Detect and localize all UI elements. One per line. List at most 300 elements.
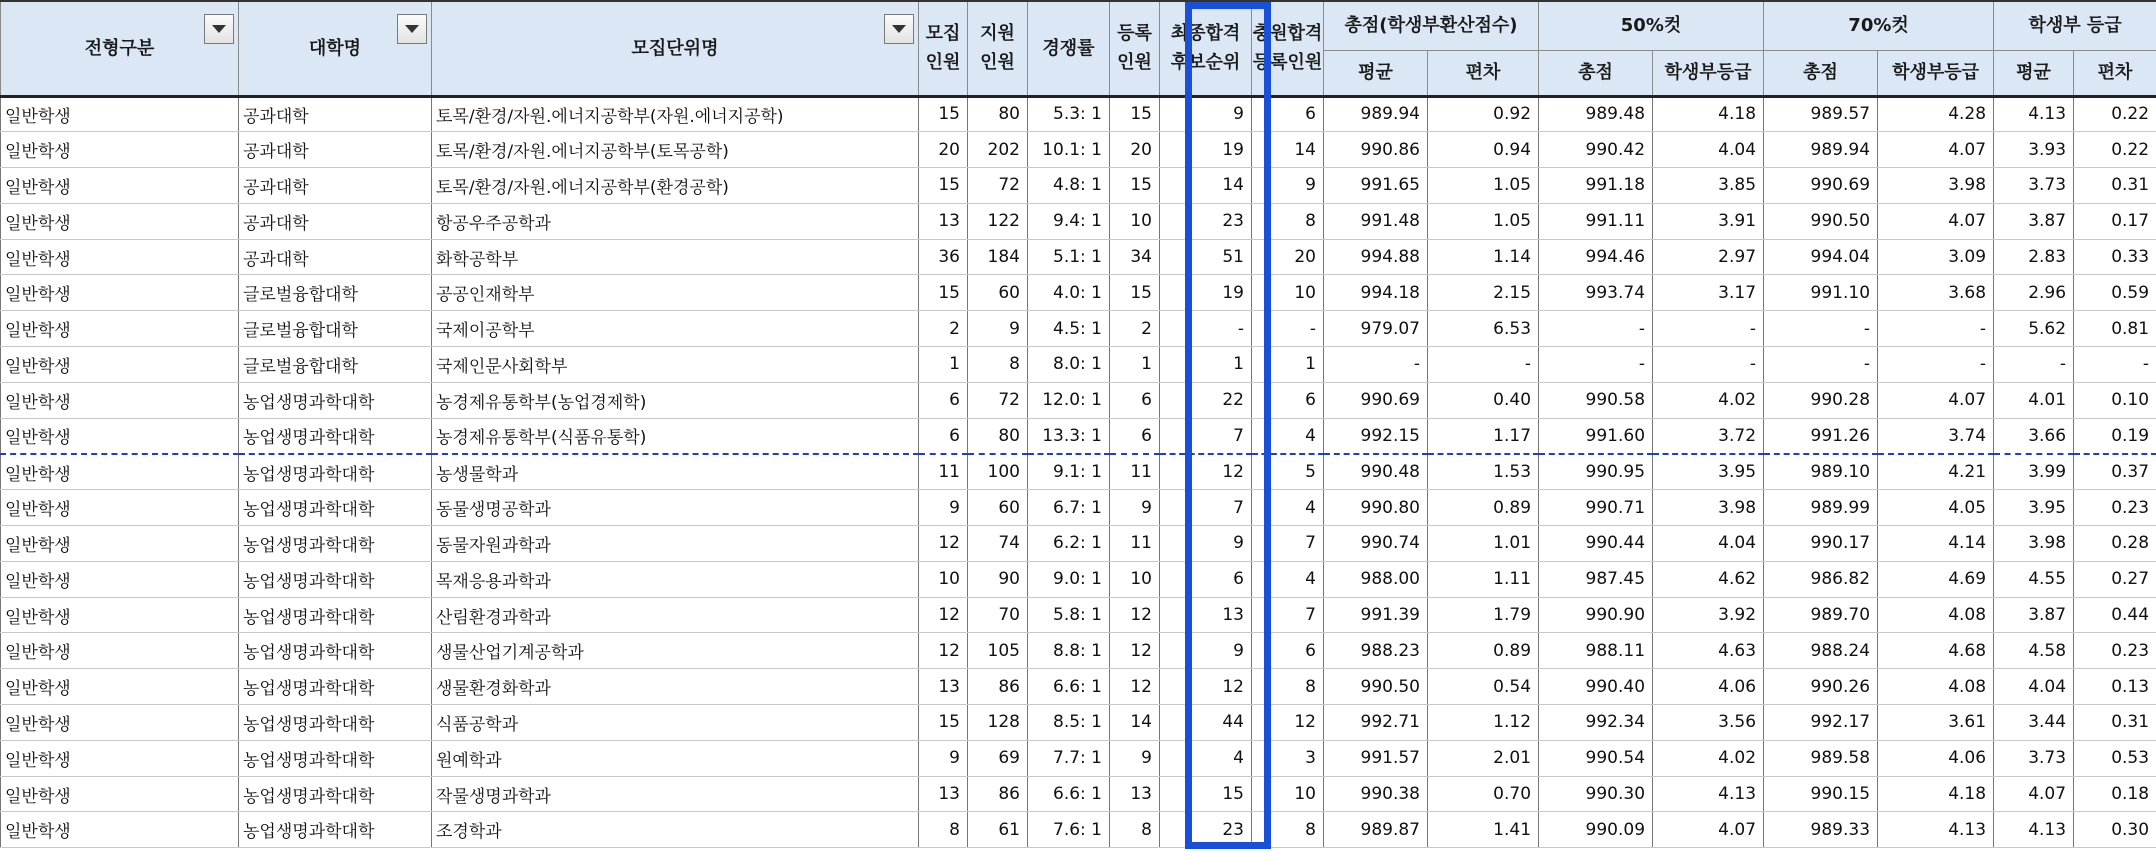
- table-cell[interactable]: 농업생명과학대학: [239, 561, 432, 597]
- table-cell[interactable]: -: [1653, 347, 1764, 383]
- table-cell[interactable]: 2.97: [1653, 239, 1764, 275]
- table-cell[interactable]: 9.0: 1: [1028, 561, 1110, 597]
- table-cell[interactable]: 60: [968, 275, 1028, 311]
- table-cell[interactable]: 토목/환경/자원.에너지공학부(환경공학): [432, 168, 919, 204]
- table-cell[interactable]: 0.23: [2074, 633, 2156, 669]
- table-cell[interactable]: 5.1: 1: [1028, 239, 1110, 275]
- table-cell[interactable]: 생물산업기계공학과: [432, 633, 919, 669]
- table-cell[interactable]: 농경제유통학부(식품유통학): [432, 418, 919, 454]
- table-cell[interactable]: 일반학생: [1, 633, 239, 669]
- table-cell[interactable]: 2: [1110, 311, 1160, 347]
- table-cell[interactable]: 농업생명과학대학: [239, 382, 432, 418]
- table-cell[interactable]: 토목/환경/자원.에너지공학부(토목공학): [432, 132, 919, 168]
- table-cell[interactable]: 토목/환경/자원.에너지공학부(자원.에너지공학): [432, 96, 919, 132]
- table-cell[interactable]: 9: [1110, 490, 1160, 526]
- table-cell[interactable]: 72: [968, 382, 1028, 418]
- table-cell[interactable]: 10: [1110, 561, 1160, 597]
- table-cell[interactable]: 6: [919, 382, 968, 418]
- table-cell[interactable]: 991.60: [1539, 418, 1653, 454]
- table-cell[interactable]: 농업생명과학대학: [239, 812, 432, 848]
- table-cell[interactable]: 4: [1252, 490, 1324, 526]
- table-cell[interactable]: 동물자원과학과: [432, 526, 919, 562]
- table-cell[interactable]: 14: [1252, 132, 1324, 168]
- table-cell[interactable]: -: [1994, 347, 2074, 383]
- table-cell[interactable]: 990.80: [1324, 490, 1428, 526]
- table-cell[interactable]: 14: [1110, 705, 1160, 741]
- table-cell[interactable]: 9: [919, 740, 968, 776]
- table-cell[interactable]: 농업생명과학대학: [239, 454, 432, 490]
- table-cell[interactable]: 994.04: [1764, 239, 1878, 275]
- table-cell[interactable]: 14: [1160, 168, 1252, 204]
- table-cell[interactable]: 국제인문사회학부: [432, 347, 919, 383]
- table-cell[interactable]: 992.34: [1539, 705, 1653, 741]
- table-cell[interactable]: 989.58: [1764, 740, 1878, 776]
- table-cell[interactable]: 990.15: [1764, 776, 1878, 812]
- table-cell[interactable]: 4.69: [1878, 561, 1994, 597]
- table-cell[interactable]: -: [1428, 347, 1539, 383]
- table-cell[interactable]: 122: [968, 203, 1028, 239]
- table-cell[interactable]: 농업생명과학대학: [239, 669, 432, 705]
- table-cell[interactable]: 12.0: 1: [1028, 382, 1110, 418]
- table-cell[interactable]: 0.31: [2074, 705, 2156, 741]
- table-cell[interactable]: 8.0: 1: [1028, 347, 1110, 383]
- table-cell[interactable]: 9: [1160, 526, 1252, 562]
- table-cell[interactable]: 0.30: [2074, 812, 2156, 848]
- table-cell[interactable]: 일반학생: [1, 490, 239, 526]
- table-cell[interactable]: 7: [1160, 418, 1252, 454]
- table-cell[interactable]: 9.4: 1: [1028, 203, 1110, 239]
- table-cell[interactable]: -: [1764, 347, 1878, 383]
- table-cell[interactable]: 8.5: 1: [1028, 705, 1110, 741]
- table-cell[interactable]: 6.7: 1: [1028, 490, 1110, 526]
- table-cell[interactable]: 988.24: [1764, 633, 1878, 669]
- table-cell[interactable]: 10: [1252, 275, 1324, 311]
- table-cell[interactable]: 0.10: [2074, 382, 2156, 418]
- table-cell[interactable]: 990.71: [1539, 490, 1653, 526]
- table-cell[interactable]: 3.92: [1653, 597, 1764, 633]
- table-cell[interactable]: 일반학생: [1, 526, 239, 562]
- table-cell[interactable]: 72: [968, 168, 1028, 204]
- table-cell[interactable]: 농업생명과학대학: [239, 705, 432, 741]
- table-cell[interactable]: 7.6: 1: [1028, 812, 1110, 848]
- table-cell[interactable]: 6: [919, 418, 968, 454]
- table-cell[interactable]: 4: [1252, 561, 1324, 597]
- table-cell[interactable]: 3.61: [1878, 705, 1994, 741]
- table-cell[interactable]: 4.8: 1: [1028, 168, 1110, 204]
- table-cell[interactable]: 202: [968, 132, 1028, 168]
- table-cell[interactable]: -: [1252, 311, 1324, 347]
- table-cell[interactable]: 3.56: [1653, 705, 1764, 741]
- table-cell[interactable]: 6: [1160, 561, 1252, 597]
- table-cell[interactable]: 19: [1160, 275, 1252, 311]
- table-cell[interactable]: 1: [1252, 347, 1324, 383]
- table-cell[interactable]: 0.28: [2074, 526, 2156, 562]
- table-cell[interactable]: 일반학생: [1, 597, 239, 633]
- table-cell[interactable]: 일반학생: [1, 418, 239, 454]
- table-cell[interactable]: 0.17: [2074, 203, 2156, 239]
- table-cell[interactable]: 13.3: 1: [1028, 418, 1110, 454]
- table-cell[interactable]: 20: [1110, 132, 1160, 168]
- table-cell[interactable]: 9: [1110, 740, 1160, 776]
- table-cell[interactable]: 990.69: [1764, 168, 1878, 204]
- table-cell[interactable]: 989.57: [1764, 96, 1878, 132]
- table-cell[interactable]: 4.68: [1878, 633, 1994, 669]
- table-cell[interactable]: 일반학생: [1, 454, 239, 490]
- table-cell[interactable]: 2.83: [1994, 239, 2074, 275]
- table-cell[interactable]: -: [1539, 347, 1653, 383]
- table-cell[interactable]: 일반학생: [1, 96, 239, 132]
- table-cell[interactable]: 0.81: [2074, 311, 2156, 347]
- table-cell[interactable]: 0.70: [1428, 776, 1539, 812]
- table-cell[interactable]: 3.72: [1653, 418, 1764, 454]
- table-cell[interactable]: 0.44: [2074, 597, 2156, 633]
- table-cell[interactable]: 19: [1160, 132, 1252, 168]
- table-cell[interactable]: 12: [919, 597, 968, 633]
- table-cell[interactable]: 공과대학: [239, 132, 432, 168]
- table-cell[interactable]: 6.2: 1: [1028, 526, 1110, 562]
- table-cell[interactable]: 6: [1110, 382, 1160, 418]
- table-cell[interactable]: 90: [968, 561, 1028, 597]
- table-cell[interactable]: 4.02: [1653, 740, 1764, 776]
- table-cell[interactable]: 8.8: 1: [1028, 633, 1110, 669]
- table-cell[interactable]: 15: [919, 96, 968, 132]
- table-cell[interactable]: 공과대학: [239, 239, 432, 275]
- table-cell[interactable]: 농업생명과학대학: [239, 633, 432, 669]
- table-cell[interactable]: 9.1: 1: [1028, 454, 1110, 490]
- table-cell[interactable]: 990.54: [1539, 740, 1653, 776]
- table-cell[interactable]: 979.07: [1324, 311, 1428, 347]
- table-cell[interactable]: 4.04: [1653, 526, 1764, 562]
- table-cell[interactable]: 1.79: [1428, 597, 1539, 633]
- table-cell[interactable]: 70: [968, 597, 1028, 633]
- table-cell[interactable]: 공공인재학부: [432, 275, 919, 311]
- table-cell[interactable]: 989.48: [1539, 96, 1653, 132]
- table-cell[interactable]: 992.15: [1324, 418, 1428, 454]
- table-cell[interactable]: 10: [1110, 203, 1160, 239]
- table-cell[interactable]: 15: [1160, 776, 1252, 812]
- table-cell[interactable]: 3.73: [1994, 168, 2074, 204]
- table-cell[interactable]: 4.07: [1878, 382, 1994, 418]
- table-cell[interactable]: 36: [919, 239, 968, 275]
- table-cell[interactable]: 0.18: [2074, 776, 2156, 812]
- table-cell[interactable]: 993.74: [1539, 275, 1653, 311]
- table-cell[interactable]: 4.07: [1653, 812, 1764, 848]
- table-cell[interactable]: 2: [919, 311, 968, 347]
- table-cell[interactable]: 농업생명과학대학: [239, 597, 432, 633]
- table-cell[interactable]: 1.41: [1428, 812, 1539, 848]
- table-cell[interactable]: -: [1878, 347, 1994, 383]
- table-cell[interactable]: 4.06: [1653, 669, 1764, 705]
- table-cell[interactable]: 2.96: [1994, 275, 2074, 311]
- table-cell[interactable]: 4.08: [1878, 669, 1994, 705]
- filter-dropdown-icon[interactable]: [884, 14, 914, 44]
- table-cell[interactable]: 990.26: [1764, 669, 1878, 705]
- table-cell[interactable]: 일반학생: [1, 275, 239, 311]
- table-cell[interactable]: -: [1764, 311, 1878, 347]
- table-cell[interactable]: 4.62: [1653, 561, 1764, 597]
- table-cell[interactable]: 989.70: [1764, 597, 1878, 633]
- table-cell[interactable]: 3.98: [1994, 526, 2074, 562]
- table-cell[interactable]: 4: [1160, 740, 1252, 776]
- table-cell[interactable]: 3.74: [1878, 418, 1994, 454]
- table-cell[interactable]: 6.6: 1: [1028, 669, 1110, 705]
- table-cell[interactable]: 20: [919, 132, 968, 168]
- table-cell[interactable]: 12: [919, 526, 968, 562]
- table-cell[interactable]: -: [1539, 311, 1653, 347]
- table-cell[interactable]: 4.18: [1653, 96, 1764, 132]
- table-cell[interactable]: 990.30: [1539, 776, 1653, 812]
- table-cell[interactable]: 15: [919, 168, 968, 204]
- table-cell[interactable]: 작물생명과학과: [432, 776, 919, 812]
- table-cell[interactable]: 3.68: [1878, 275, 1994, 311]
- table-cell[interactable]: 20: [1252, 239, 1324, 275]
- table-cell[interactable]: 산림환경과학과: [432, 597, 919, 633]
- table-cell[interactable]: 항공우주공학과: [432, 203, 919, 239]
- table-cell[interactable]: 13: [919, 669, 968, 705]
- table-cell[interactable]: 4.55: [1994, 561, 2074, 597]
- table-cell[interactable]: 15: [919, 705, 968, 741]
- table-cell[interactable]: 69: [968, 740, 1028, 776]
- table-cell[interactable]: 44: [1160, 705, 1252, 741]
- table-cell[interactable]: 0.33: [2074, 239, 2156, 275]
- table-cell[interactable]: 991.65: [1324, 168, 1428, 204]
- table-cell[interactable]: 8: [1252, 669, 1324, 705]
- table-cell[interactable]: 1.11: [1428, 561, 1539, 597]
- table-cell[interactable]: 9: [968, 311, 1028, 347]
- table-cell[interactable]: 990.95: [1539, 454, 1653, 490]
- table-cell[interactable]: 10.1: 1: [1028, 132, 1110, 168]
- table-cell[interactable]: 987.45: [1539, 561, 1653, 597]
- table-cell[interactable]: 2.01: [1428, 740, 1539, 776]
- table-cell[interactable]: 990.42: [1539, 132, 1653, 168]
- table-cell[interactable]: 5.3: 1: [1028, 96, 1110, 132]
- table-cell[interactable]: 3.85: [1653, 168, 1764, 204]
- table-cell[interactable]: 4.0: 1: [1028, 275, 1110, 311]
- table-cell[interactable]: 989.33: [1764, 812, 1878, 848]
- table-cell[interactable]: 4.07: [1878, 132, 1994, 168]
- table-cell[interactable]: 일반학생: [1, 561, 239, 597]
- table-cell[interactable]: 8: [1252, 203, 1324, 239]
- table-cell[interactable]: 1: [1110, 347, 1160, 383]
- table-cell[interactable]: 3.87: [1994, 597, 2074, 633]
- table-cell[interactable]: 988.00: [1324, 561, 1428, 597]
- table-cell[interactable]: 86: [968, 776, 1028, 812]
- table-cell[interactable]: 990.50: [1764, 203, 1878, 239]
- table-cell[interactable]: 3.44: [1994, 705, 2074, 741]
- table-cell[interactable]: 4.01: [1994, 382, 2074, 418]
- table-cell[interactable]: 3.09: [1878, 239, 1994, 275]
- table-cell[interactable]: 7: [1252, 526, 1324, 562]
- table-cell[interactable]: 80: [968, 418, 1028, 454]
- table-cell[interactable]: 4.28: [1878, 96, 1994, 132]
- table-cell[interactable]: 일반학생: [1, 311, 239, 347]
- table-cell[interactable]: 86: [968, 669, 1028, 705]
- table-cell[interactable]: 4.18: [1878, 776, 1994, 812]
- table-cell[interactable]: 994.88: [1324, 239, 1428, 275]
- table-cell[interactable]: 23: [1160, 812, 1252, 848]
- table-cell[interactable]: 1.53: [1428, 454, 1539, 490]
- table-cell[interactable]: 글로벌융합대학: [239, 311, 432, 347]
- table-cell[interactable]: 990.74: [1324, 526, 1428, 562]
- table-cell[interactable]: 4.02: [1653, 382, 1764, 418]
- table-cell[interactable]: 994.18: [1324, 275, 1428, 311]
- table-cell[interactable]: 990.58: [1539, 382, 1653, 418]
- table-cell[interactable]: 990.86: [1324, 132, 1428, 168]
- table-cell[interactable]: 0.37: [2074, 454, 2156, 490]
- table-cell[interactable]: 1.12: [1428, 705, 1539, 741]
- table-cell[interactable]: 생물환경화학과: [432, 669, 919, 705]
- table-cell[interactable]: 글로벌융합대학: [239, 275, 432, 311]
- table-cell[interactable]: 34: [1110, 239, 1160, 275]
- table-cell[interactable]: 988.11: [1539, 633, 1653, 669]
- table-cell[interactable]: 11: [919, 454, 968, 490]
- table-cell[interactable]: 15: [1110, 168, 1160, 204]
- table-cell[interactable]: 12: [1160, 454, 1252, 490]
- table-cell[interactable]: 9: [1160, 96, 1252, 132]
- table-cell[interactable]: 공과대학: [239, 168, 432, 204]
- table-cell[interactable]: 일반학생: [1, 132, 239, 168]
- table-cell[interactable]: 989.94: [1764, 132, 1878, 168]
- table-cell[interactable]: 986.82: [1764, 561, 1878, 597]
- table-cell[interactable]: 128: [968, 705, 1028, 741]
- table-cell[interactable]: 식품공학과: [432, 705, 919, 741]
- filter-dropdown-icon[interactable]: [204, 14, 234, 44]
- table-cell[interactable]: 공과대학: [239, 96, 432, 132]
- table-cell[interactable]: 3.93: [1994, 132, 2074, 168]
- table-cell[interactable]: 991.39: [1324, 597, 1428, 633]
- table-cell[interactable]: 일반학생: [1, 347, 239, 383]
- table-cell[interactable]: 농업생명과학대학: [239, 418, 432, 454]
- table-cell[interactable]: 4.07: [1878, 203, 1994, 239]
- table-cell[interactable]: 51: [1160, 239, 1252, 275]
- table-cell[interactable]: 990.17: [1764, 526, 1878, 562]
- table-cell[interactable]: 7: [1160, 490, 1252, 526]
- table-cell[interactable]: 글로벌융합대학: [239, 347, 432, 383]
- table-cell[interactable]: 4.04: [1653, 132, 1764, 168]
- table-cell[interactable]: 3.95: [1994, 490, 2074, 526]
- table-cell[interactable]: 6: [1252, 382, 1324, 418]
- table-cell[interactable]: 국제이공학부: [432, 311, 919, 347]
- table-cell[interactable]: -: [1160, 311, 1252, 347]
- table-cell[interactable]: -: [1324, 347, 1428, 383]
- table-cell[interactable]: 15: [919, 275, 968, 311]
- table-cell[interactable]: 농생물학과: [432, 454, 919, 490]
- table-cell[interactable]: 1: [919, 347, 968, 383]
- table-cell[interactable]: 4.58: [1994, 633, 2074, 669]
- table-cell[interactable]: 8: [1252, 812, 1324, 848]
- table-cell[interactable]: 3.66: [1994, 418, 2074, 454]
- table-cell[interactable]: 989.99: [1764, 490, 1878, 526]
- table-cell[interactable]: 4.13: [1994, 96, 2074, 132]
- table-cell[interactable]: 일반학생: [1, 669, 239, 705]
- table-cell[interactable]: 989.94: [1324, 96, 1428, 132]
- table-cell[interactable]: -: [1878, 311, 1994, 347]
- table-cell[interactable]: 992.71: [1324, 705, 1428, 741]
- table-cell[interactable]: 일반학생: [1, 203, 239, 239]
- table-cell[interactable]: 13: [1160, 597, 1252, 633]
- table-cell[interactable]: 8: [919, 812, 968, 848]
- table-cell[interactable]: 5.8: 1: [1028, 597, 1110, 633]
- table-cell[interactable]: 3.98: [1653, 490, 1764, 526]
- table-cell[interactable]: 3.91: [1653, 203, 1764, 239]
- table-cell[interactable]: 4.13: [1994, 812, 2074, 848]
- table-cell[interactable]: 4.21: [1878, 454, 1994, 490]
- table-cell[interactable]: 990.38: [1324, 776, 1428, 812]
- table-cell[interactable]: 992.17: [1764, 705, 1878, 741]
- table-cell[interactable]: 6: [1110, 418, 1160, 454]
- table-cell[interactable]: 990.69: [1324, 382, 1428, 418]
- table-cell[interactable]: 991.48: [1324, 203, 1428, 239]
- table-cell[interactable]: 4.5: 1: [1028, 311, 1110, 347]
- table-cell[interactable]: 989.87: [1324, 812, 1428, 848]
- table-cell[interactable]: 990.90: [1539, 597, 1653, 633]
- table-cell[interactable]: 9: [1252, 168, 1324, 204]
- table-cell[interactable]: 0.59: [2074, 275, 2156, 311]
- table-cell[interactable]: 1.05: [1428, 203, 1539, 239]
- table-cell[interactable]: 0.27: [2074, 561, 2156, 597]
- table-cell[interactable]: 0.22: [2074, 132, 2156, 168]
- table-cell[interactable]: 1.14: [1428, 239, 1539, 275]
- table-cell[interactable]: 1: [1160, 347, 1252, 383]
- table-cell[interactable]: 60: [968, 490, 1028, 526]
- table-cell[interactable]: 991.26: [1764, 418, 1878, 454]
- table-cell[interactable]: 4.13: [1878, 812, 1994, 848]
- table-cell[interactable]: 4.05: [1878, 490, 1994, 526]
- table-cell[interactable]: 일반학생: [1, 382, 239, 418]
- table-cell[interactable]: 991.57: [1324, 740, 1428, 776]
- table-cell[interactable]: 3.99: [1994, 454, 2074, 490]
- table-cell[interactable]: 0.94: [1428, 132, 1539, 168]
- table-cell[interactable]: 일반학생: [1, 740, 239, 776]
- table-cell[interactable]: 일반학생: [1, 812, 239, 848]
- table-cell[interactable]: 990.40: [1539, 669, 1653, 705]
- filter-dropdown-icon[interactable]: [397, 14, 427, 44]
- table-cell[interactable]: 0.23: [2074, 490, 2156, 526]
- table-cell[interactable]: 5.62: [1994, 311, 2074, 347]
- table-cell[interactable]: 1.17: [1428, 418, 1539, 454]
- table-cell[interactable]: 8: [1110, 812, 1160, 848]
- table-cell[interactable]: 3.95: [1653, 454, 1764, 490]
- table-cell[interactable]: 15: [1110, 96, 1160, 132]
- table-cell[interactable]: 4.06: [1878, 740, 1994, 776]
- table-cell[interactable]: 15: [1110, 275, 1160, 311]
- table-cell[interactable]: 991.18: [1539, 168, 1653, 204]
- table-cell[interactable]: 0.19: [2074, 418, 2156, 454]
- table-cell[interactable]: 13: [919, 776, 968, 812]
- table-cell[interactable]: 990.28: [1764, 382, 1878, 418]
- table-cell[interactable]: 원예학과: [432, 740, 919, 776]
- table-cell[interactable]: 6.6: 1: [1028, 776, 1110, 812]
- table-cell[interactable]: 11: [1110, 454, 1160, 490]
- table-cell[interactable]: 4.13: [1653, 776, 1764, 812]
- table-cell[interactable]: 3.98: [1878, 168, 1994, 204]
- table-cell[interactable]: 7: [1252, 597, 1324, 633]
- table-cell[interactable]: 0.22: [2074, 96, 2156, 132]
- table-cell[interactable]: 9: [919, 490, 968, 526]
- table-cell[interactable]: 일반학생: [1, 168, 239, 204]
- table-cell[interactable]: 농업생명과학대학: [239, 490, 432, 526]
- table-cell[interactable]: 13: [1110, 776, 1160, 812]
- table-cell[interactable]: 990.09: [1539, 812, 1653, 848]
- table-cell[interactable]: 농업생명과학대학: [239, 526, 432, 562]
- table-cell[interactable]: 12: [1160, 669, 1252, 705]
- table-cell[interactable]: 목재응용과학과: [432, 561, 919, 597]
- table-cell[interactable]: 61: [968, 812, 1028, 848]
- table-cell[interactable]: 4.08: [1878, 597, 1994, 633]
- table-cell[interactable]: 0.89: [1428, 633, 1539, 669]
- table-cell[interactable]: 0.40: [1428, 382, 1539, 418]
- table-cell[interactable]: 184: [968, 239, 1028, 275]
